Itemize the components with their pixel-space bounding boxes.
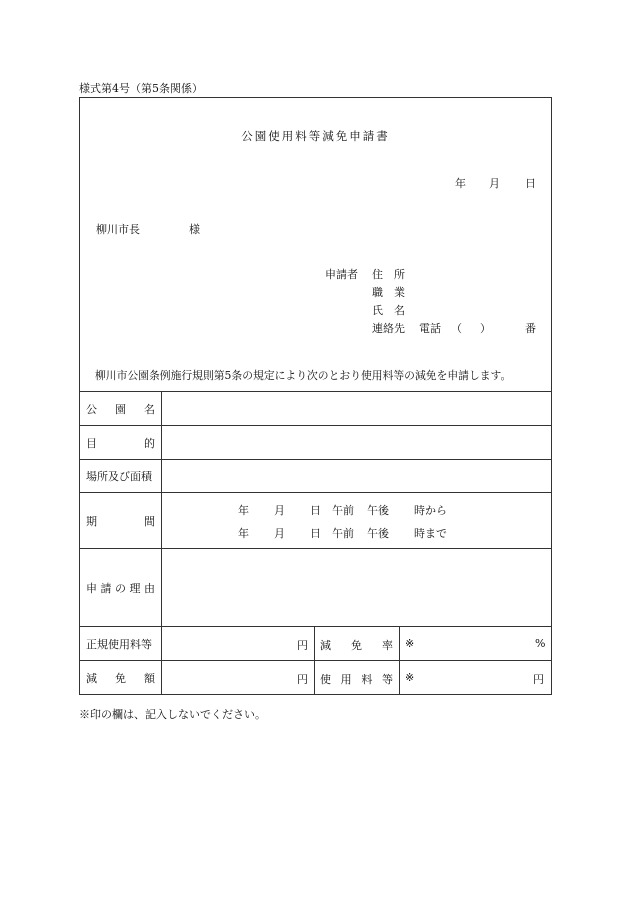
applicant-contact-label: 連絡先 [372,322,405,335]
purpose-label [80,426,161,459]
period-label [80,493,161,548]
reduction-amount-yen: 円 [297,673,308,686]
table-line [161,391,162,695]
phone-paren-open: （ [451,322,462,335]
period-from-am: 午前 [332,504,354,517]
period-until-pm: 午後 [367,527,389,540]
label-char: の [115,581,126,595]
period-from-suffix: 時から [414,504,447,517]
reduction-amount-label [80,661,161,695]
applicant-name-label: 氏 名 [372,304,405,317]
date-day-label: 日 [525,177,536,190]
label-text: 場所及び面積 [86,470,152,483]
label-char: 期 [86,514,97,528]
footnote: ※印の欄は、記入しないでください。 [79,708,266,721]
applicant-phone-label: 電話 [419,322,441,335]
label-char: 等 [381,673,393,686]
period-from-month: 月 [274,504,285,517]
location-area-label [80,460,161,492]
label-char: 目 [86,436,97,450]
addressee-name: 柳川市長 [96,223,140,236]
period-from-pm: 午後 [367,504,389,517]
reduction-rate-label [320,637,393,653]
applicant-occupation-label: 職 業 [372,286,405,299]
phone-ban-label: 番 [525,322,536,335]
label-char: 間 [144,514,155,528]
label-char: 免 [351,639,362,652]
applicant-address-label: 住 所 [372,268,405,281]
regular-fee-yen: 円 [297,639,308,652]
label-char: 料 [361,673,373,686]
statement-text: 柳川市公園条例施行規則第5条の規定により次のとおり使用料等の減免を申請します。 [95,369,512,382]
reason-label [80,549,161,626]
table-line [314,626,315,695]
form-number: 様式第4号（第5条関係） [79,82,203,95]
period-until-am: 午前 [332,527,354,540]
label-char: 申 [86,581,97,595]
applicant-label: 申請者 [325,268,358,281]
regular-fee-label [80,627,161,660]
label-char: 公 [86,402,97,416]
period-until-day: 日 [310,527,321,540]
label-char: 使 [320,673,331,686]
label-char: 用 [340,673,352,686]
usage-fee-yen: 円 [533,673,544,686]
date-year-label: 年 [455,177,466,190]
label-char: 理 [129,581,141,595]
label-char: 園 [115,402,126,416]
label-char: 請 [100,581,112,595]
label-char: 額 [144,672,155,685]
label-char: 由 [144,581,155,595]
label-char: 免 [115,672,126,685]
label-char: 的 [144,436,155,450]
usage-fee-mark: ※ [405,671,415,684]
usage-fee-label [320,671,393,687]
label-char: 率 [382,639,393,652]
label-text: 正規使用料等 [86,637,152,651]
park-name-label [80,392,161,425]
reduction-rate-percent: % [535,637,546,650]
table-line [399,626,400,695]
period-until-suffix: 時まで [414,527,447,540]
period-from-day: 日 [310,504,321,517]
period-until-year: 年 [238,527,249,540]
label-char: 減 [86,672,97,685]
label-char: 名 [144,402,155,416]
date-month-label: 月 [489,177,500,190]
label-char: 減 [320,639,331,652]
form-title: 公園使用料等減免申請書 [241,129,390,143]
reduction-rate-mark: ※ [405,637,415,650]
addressee-honorific: 様 [189,223,200,236]
period-until-month: 月 [274,527,285,540]
period-from-year: 年 [238,504,249,517]
phone-paren-close: ） [480,322,491,335]
